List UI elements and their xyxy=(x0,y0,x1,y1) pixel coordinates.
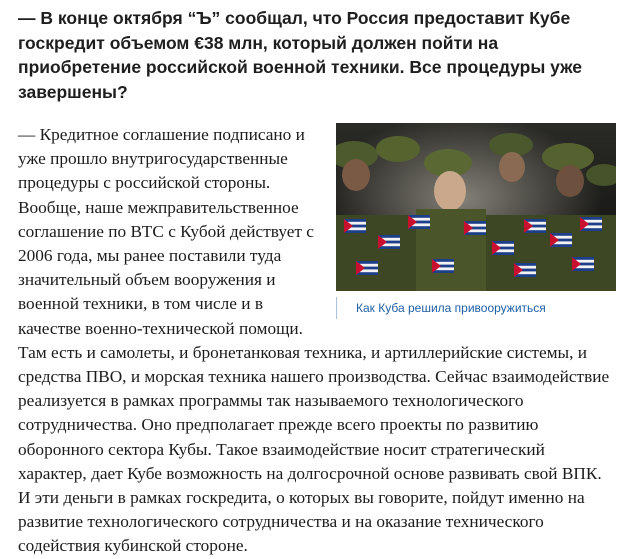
interview-answer-text: — Кредитное соглашение подписано и уже прошло внутригосударственные процедуры с российской стороны. Вообще, наше межправительственное соглашение по ВТС с Кубой действует с 2006 года, мы ранее поставили туда значительный объем вооружения и военной техники, в том числе и в качестве военно-технической помощи. Там есть и самолеты, и бронетанковая техника, и артиллерийские системы, и средства ПВО, и морская техника нашего производства. Сейчас взаимодействие реализуется в рамках программы так называемого технологического сотрудничества. Оно предполагает прежде всего проекты по развитию оборонного сектора Кубы. Такое взаимодействие носит стратегический характер, дает Кубе возможность на долгосрочной основе развивать свой ВПК. И эти деньги в рамках госкредита, о которых вы говорите, пойдут именно на развитие технологического сотрудничества и на оказание технического содействия кубинской стороне. xyxy=(18,125,610,556)
article xyxy=(18,6,616,559)
interview-answer-block xyxy=(18,123,616,559)
related-article-photo[interactable] xyxy=(336,123,616,291)
interview-question: — В конце октября “Ъ” сообщал, что Россия предоставит Кубе госкредит объемом €38 млн, который должен пойти на приобретение российской военной техники. Все процедуры уже завершены? xyxy=(18,8,582,102)
related-article-link[interactable]: Как Куба решила привооружиться xyxy=(336,297,616,319)
related-article-card[interactable] xyxy=(336,123,616,319)
